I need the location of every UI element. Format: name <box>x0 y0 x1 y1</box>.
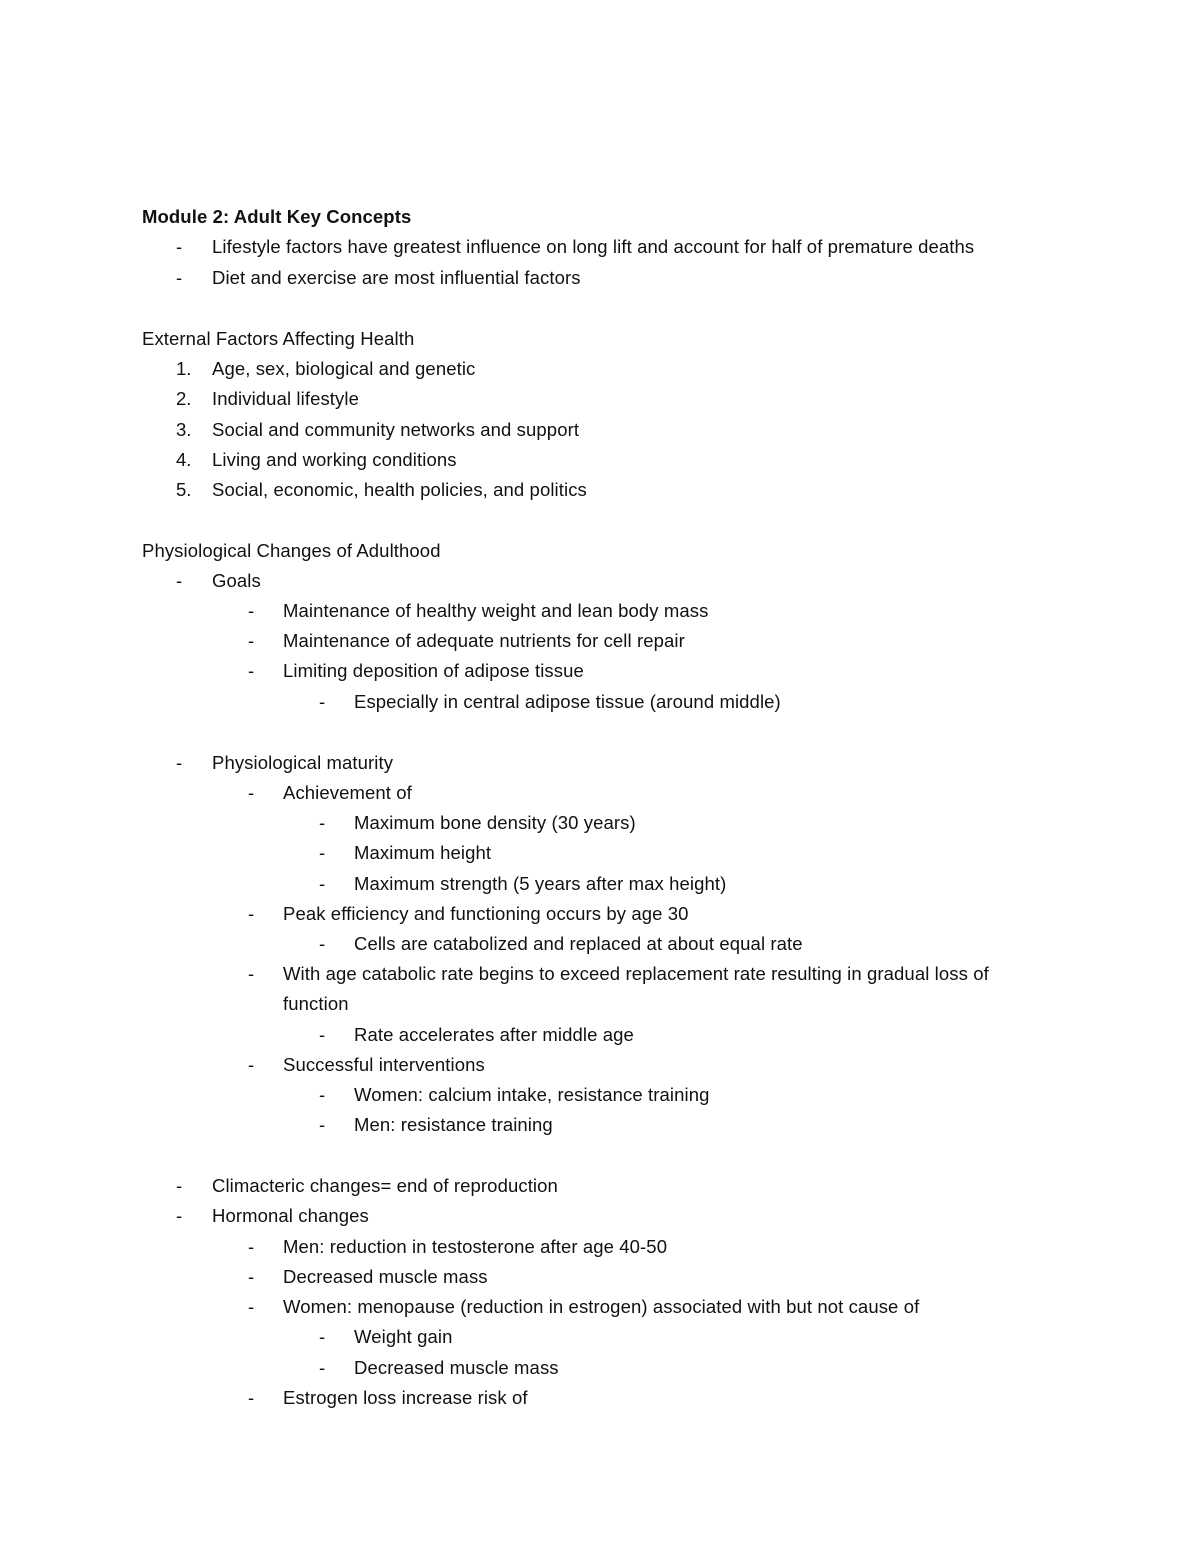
bullet-dash: - <box>248 600 255 621</box>
bullet-dash: - <box>248 963 255 984</box>
bullet-dash: - <box>176 752 183 773</box>
hormonal-item: Decreased muscle mass <box>283 1266 488 1287</box>
hormonal-item: Women: menopause (reduction in estrogen) associated with but not cause of <box>283 1296 920 1317</box>
achievement-item: Maximum height <box>354 842 492 863</box>
hormonal-label: Hormonal changes <box>212 1205 369 1226</box>
peak-subitem: Cells are catabolized and replaced at about equal rate <box>354 933 803 954</box>
goal-item: Limiting deposition of adipose tissue <box>283 660 584 681</box>
bullet-dash: - <box>319 1024 326 1045</box>
intro-bullet: Lifestyle factors have greatest influence on long lift and account for half of premature deaths <box>212 236 975 257</box>
goal-subitem: Especially in central adipose tissue (around middle) <box>354 691 781 712</box>
bullet-dash: - <box>319 812 326 833</box>
bullet-dash: - <box>248 782 255 803</box>
intervention-item: Women: calcium intake, resistance training <box>354 1084 710 1105</box>
interventions-label: Successful interventions <box>283 1054 485 1075</box>
list-number: 2. <box>176 388 192 409</box>
catabolic-subitem: Rate accelerates after middle age <box>354 1024 634 1045</box>
bullet-dash: - <box>248 1266 255 1287</box>
bullet-dash: - <box>319 933 326 954</box>
bullet-dash: - <box>248 1236 255 1257</box>
bullet-dash: - <box>248 630 255 651</box>
physiological-heading: Physiological Changes of Adulthood <box>142 540 441 561</box>
list-number: 5. <box>176 479 192 500</box>
bullet-dash: - <box>176 236 183 257</box>
maturity-label: Physiological maturity <box>212 752 394 773</box>
external-factors-heading: External Factors Affecting Health <box>142 328 415 349</box>
goal-item: Maintenance of healthy weight and lean body mass <box>283 600 709 621</box>
climacteric-item: Climacteric changes= end of reproduction <box>212 1175 558 1196</box>
intervention-item: Men: resistance training <box>354 1114 553 1135</box>
women-subitem: Weight gain <box>354 1326 453 1347</box>
catabolic-item-line2: function <box>283 993 349 1014</box>
bullet-dash: - <box>319 1326 326 1347</box>
estrogen-item: Estrogen loss increase risk of <box>283 1387 528 1408</box>
bullet-dash: - <box>319 842 326 863</box>
catabolic-item-line1: With age catabolic rate begins to exceed replacement rate resulting in gradual loss of <box>283 963 989 984</box>
bullet-dash: - <box>176 267 183 288</box>
hormonal-item: Men: reduction in testosterone after age 40-50 <box>283 1236 668 1257</box>
achievement-item: Maximum bone density (30 years) <box>354 812 636 833</box>
bullet-dash: - <box>176 1175 183 1196</box>
bullet-dash: - <box>248 903 255 924</box>
goal-item: Maintenance of adequate nutrients for cell repair <box>283 630 685 651</box>
module-title: Module 2: Adult Key Concepts <box>142 206 412 227</box>
peak-item: Peak efficiency and functioning occurs by age 30 <box>283 903 689 924</box>
bullet-dash: - <box>319 691 326 712</box>
bullet-dash: - <box>176 570 183 591</box>
bullet-dash: - <box>319 1084 326 1105</box>
external-factor-item: Age, sex, biological and genetic <box>212 358 476 379</box>
bullet-dash: - <box>248 1054 255 1075</box>
bullet-dash: - <box>248 660 255 681</box>
list-number: 3. <box>176 419 192 440</box>
bullet-dash: - <box>176 1205 183 1226</box>
bullet-dash: - <box>248 1296 255 1317</box>
external-factor-item: Individual lifestyle <box>212 388 359 409</box>
external-factor-item: Living and working conditions <box>212 449 457 470</box>
goals-label: Goals <box>212 570 261 591</box>
external-factor-item: Social, economic, health policies, and politics <box>212 479 587 500</box>
women-subitem: Decreased muscle mass <box>354 1357 559 1378</box>
bullet-dash: - <box>319 873 326 894</box>
bullet-dash: - <box>319 1114 326 1135</box>
achievement-label: Achievement of <box>283 782 412 803</box>
list-number: 1. <box>176 358 192 379</box>
intro-bullet: Diet and exercise are most influential factors <box>212 267 581 288</box>
bullet-dash: - <box>319 1357 326 1378</box>
bullet-dash: - <box>248 1387 255 1408</box>
external-factor-item: Social and community networks and support <box>212 419 580 440</box>
list-number: 4. <box>176 449 192 470</box>
achievement-item: Maximum strength (5 years after max height) <box>354 873 727 894</box>
